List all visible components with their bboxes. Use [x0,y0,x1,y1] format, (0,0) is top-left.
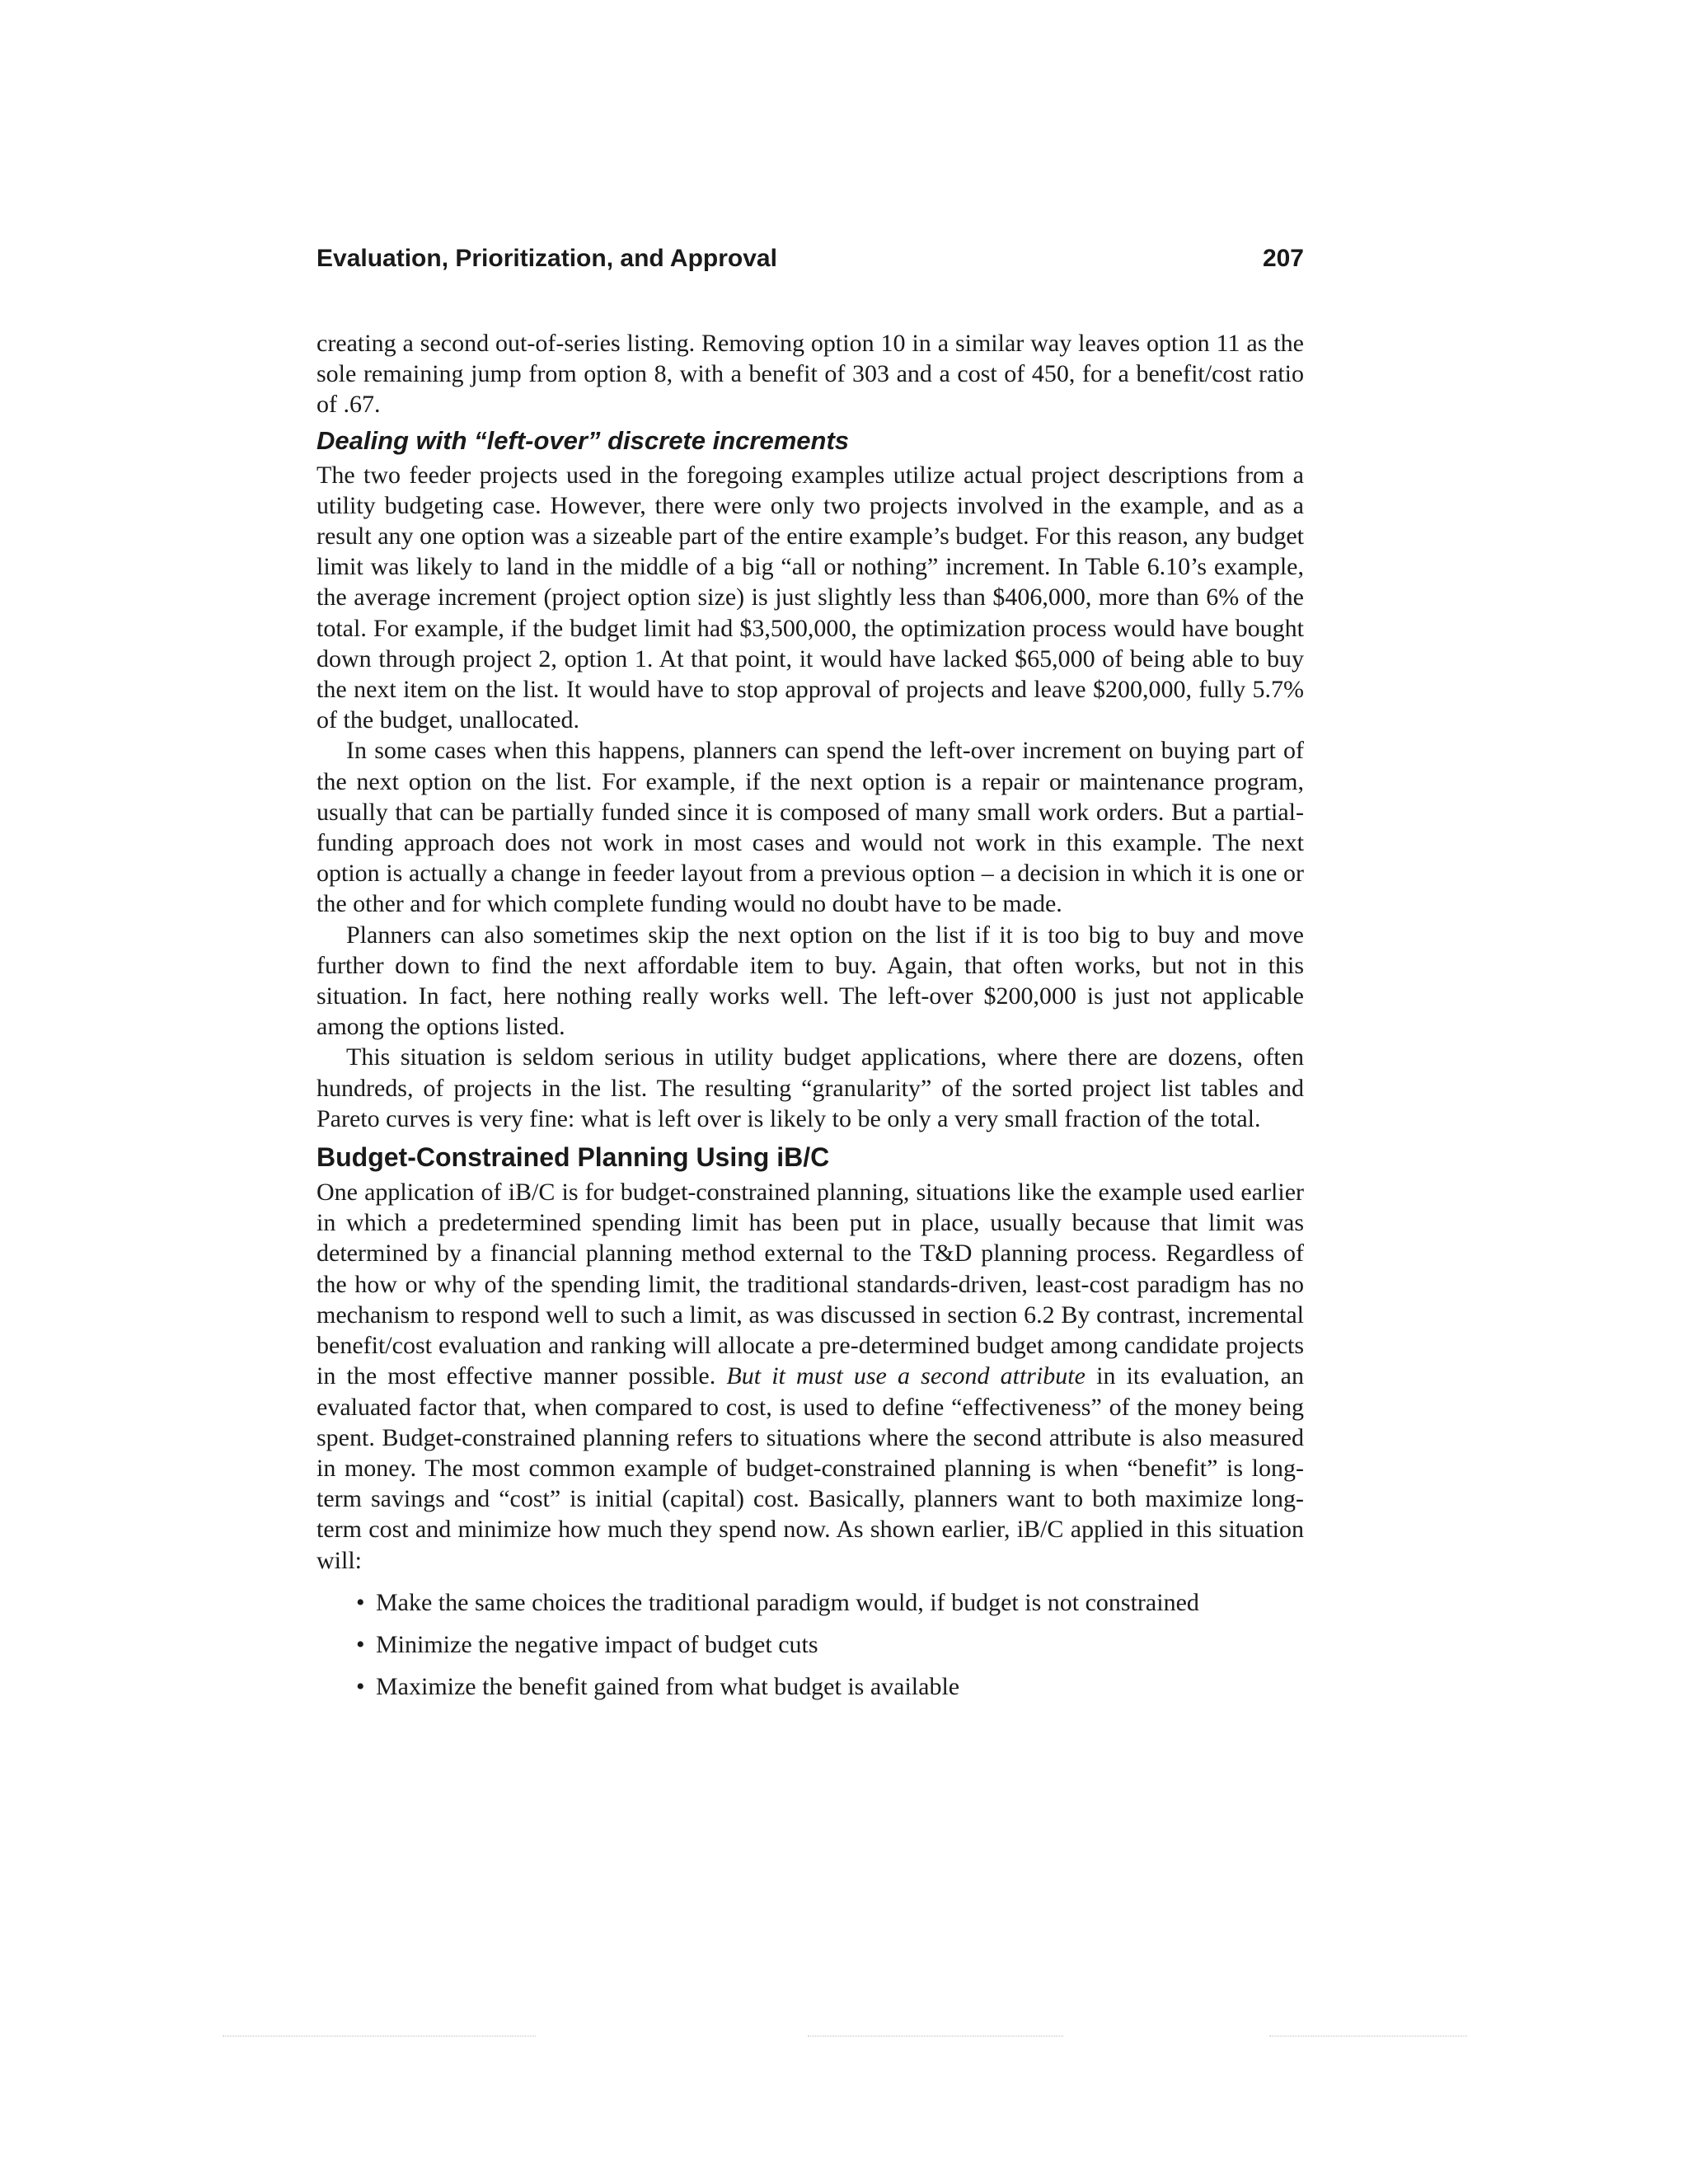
list-item-text: Make the same choices the traditional paradigm would, if budget is not constrained [376,1588,1199,1616]
paragraph-text: in its evaluation, an evaluated factor that, when compared to cost, is used to define “effectiveness” of the money being spent. Budget-constrained planning refers to situations where the second attribute is also measured in money. The most common example of budget-constrained planning is when “benefit” is long-term savings and “cost” is initial (capital) cost. Basically, planners want to both maximize long-term cost and minimize how much they spend now. As shown earlier, iB/C applied in this situation will: [316,1362,1305,1574]
subsection-heading-left-over: Dealing with “left-over” discrete increments [316,425,850,455]
bullet-list [316,1587,1304,1703]
paragraph-text: One application of iB/C is for budget-constrained planning, situations like the example used earlier in which a predetermined spending limit has been put in place, usually because that limit was determined by a financial planning method external to the T&D planning process. Regardless of the how or why of the spending limit, the traditional standards-driven, least-cost paradigm has no mechanism to respond well to such a limit, as was discussed in section 6.2 By contrast, incremental benefit/cost evaluation and ranking will allocate a pre-determined budget among candidate projects in the most effective manner possible. [316,1179,1304,1390]
bullet-icon: • [356,1630,365,1658]
emphasis-text: But it must use a second attribute [726,1362,1085,1390]
chapter-title: Evaluation, Prioritization, and Approval [316,245,777,272]
running-header [316,244,1304,274]
list-item [356,1671,1304,1702]
continued-paragraph: creating a second out-of-series listing. Removing option 10 in a similar way leaves option 11 as the sole remaining jump from option 8, with a benefit of 303 and a cost of 450, for a benefit/cost ratio of .67. [316,330,1304,419]
paragraph: The two feeder projects used in the foregoing examples utilize actual project descriptions from a utility budgeting case. However, there were only two projects involved in the example, and as a result any one option was a sizeable part of the entire example’s budget. For this reason, any budget limit was likely to land in the middle of a big “all or nothing” increment. In Table 6.10’s example, the average increment (project option size) is just slightly less than $406,000, more than 6% of the total. For example, if the budget limit had $3,500,000, the optimization process would have bought down through project 2, option 1. At that point, it would have lacked $65,000 of being able to buy the next item on the list. It would have to stop approval of projects and leave $200,000, fully 5.7% of the budget, unallocated. [316,461,1304,734]
list-item-text: Minimize the negative impact of budget cuts [376,1630,818,1658]
section-heading-budget-constrained: Budget-Constrained Planning Using iB/C [316,1142,830,1173]
bullet-icon: • [356,1588,365,1616]
bullet-icon: • [356,1673,365,1701]
paragraph: This situation is seldom serious in utility budget applications, where there are dozens, often hundreds, of projects in the list. The resulting “granularity” of the sorted project list tables and Pareto curves is very fine: what is left over is likely to be only a very small fraction of the total. [316,1043,1304,1132]
paragraph: In some cases when this happens, planners can spend the left-over increment on buying part of the next option on the list. For example, if the next option is a repair or maintenance program, usually that can be partially funded since it is composed of many small work orders. But a partial-funding approach does not work in most cases and would not work in this example. The next option is actually a change in feeder layout from a previous option – a decision in which it is one or the other and for which complete funding would no doubt have to be made. [316,737,1304,918]
list-item-text: Maximize the benefit gained from what budget is available [376,1673,960,1701]
list-item [356,1587,1304,1618]
page-number: 207 [1262,245,1304,272]
body-text [316,328,1304,1713]
paragraph: Planners can also sometimes skip the next option on the list if it is too big to buy and move further down to find the next affordable item to buy. Again, that often works, but not in this situation. In fact, here nothing really works well. The left-over $200,000 is just not applicable among the options listed. [316,921,1304,1041]
paragraph [316,1177,1304,1576]
list-item [356,1629,1304,1660]
